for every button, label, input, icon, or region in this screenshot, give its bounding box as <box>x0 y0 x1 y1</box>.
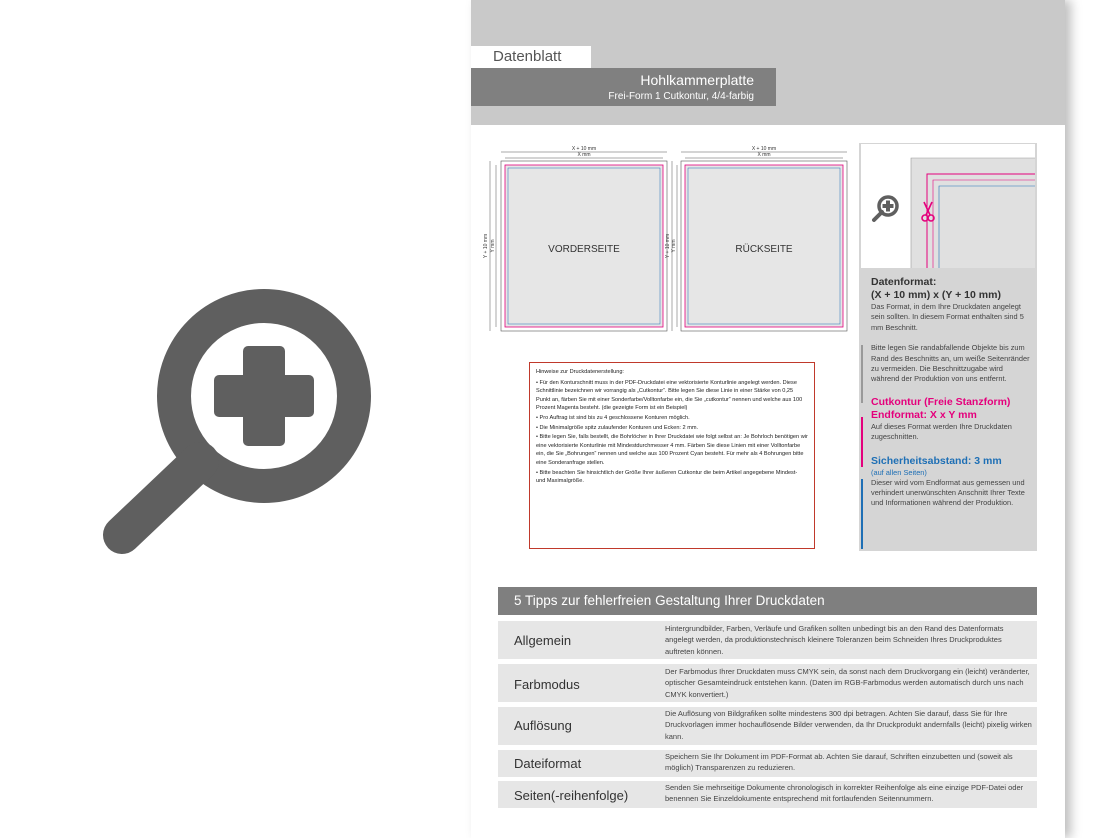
endformat-text: Auf dieses Format werden Ihre Druckdaten zugeschnitten. <box>871 421 1012 442</box>
sicherheit-label: Sicherheitsabstand: 3 mm <box>871 454 1002 467</box>
datasheet-page <box>471 0 1065 838</box>
front-dim-outer-y: Y + 10 mm <box>483 233 489 259</box>
tip-text: Die Auflösung von Bildgrafiken sollte mindestens 300 dpi betragen. Achten Sie darauf, dass Sie für Ihre Druckvorlagen immer hochauflösende Bilder verwenden, da Ihr Druckprodukt andernfalls (leicht) pixelig wirken kann. <box>665 709 1032 741</box>
tip-text: Senden Sie mehrseitige Dokumente chronologisch in korrekter Reihenfolge als eine einzige PDF-Datei oder benennen Sie Einzeldokumente entsprechend mit fortlaufenden Seitennummern. <box>665 783 1024 804</box>
tip-row <box>498 781 1037 808</box>
tip-text: Hintergrundbilder, Farben, Verläufe und Grafiken sollten unbedingt bis an den Rand des Datenformats angelegt werden, da produktionstechnisch kleinere Toleranzen beim Schneiden Ihres Druckproduktes auftreten können. <box>665 624 1004 656</box>
tip-label: Farbmodus <box>514 677 580 692</box>
hint-item: • Bitte beachten Sie hinsichtlich der Größe Ihrer äußeren Cutkontur die beim Artikel angegebene Mindest- und Maximalgröße. <box>536 469 798 485</box>
tip-text: Der Farbmodus Ihrer Druckdaten muss CMYK sein, da sonst nach dem Druckvorgang ein (leicht) veränderter, optischer Gesamteindruck entstehen kann. (Daten im RGB-Farbmodus werden automatisch durch uns nach CMYK konvertiert.) <box>665 667 1030 699</box>
sicherheit-marker <box>861 479 863 549</box>
tip-text: Speichern Sie Ihr Dokument im PDF-Format ab. Achten Sie darauf, Schriften einzubetten und (soweit als möglich) Transparenzen zu reduzieren. <box>665 752 1013 773</box>
back-dim-outer-y: Y + 10 mm <box>665 233 671 259</box>
hint-item: • Pro Auftrag ist sind bis zu 4 geschlossene Konturen möglich. <box>536 414 690 421</box>
datenformat-text: Das Format, in dem Ihre Druckdaten angelegt sein sollten. In diesem Format enthalten sind 5 mm Beschnitt. <box>871 302 1024 332</box>
info-text <box>871 276 1033 509</box>
hint-item: • Für den Konturschnitt muss in der PDF-Druckdatei eine vektorisierte Konturlinie angelegt werden. Diese Schnittlinie bezeichnen wir vorrangig als „Cutkontur“. Bitte legen Sie diese Linie in einer Stärke von 0,25 Punkt an, färben Sie mit einer Sonderfarbe/Volltonfarbe ein, die Sie „cutkontur“ nennen und welche aus 100 Prozent Magenta besteht. (die gezeigte Form ist ein Beispiel) <box>536 379 803 412</box>
hints-box <box>529 362 815 549</box>
tip-row <box>498 664 1037 702</box>
tip-row <box>498 621 1037 659</box>
tip-row <box>498 750 1037 777</box>
product-title-bar <box>471 68 776 106</box>
tips-heading: 5 Tipps zur fehlerfreien Gestaltung Ihrer Druckdaten <box>498 587 1037 615</box>
beschnitt-text: Bitte legen Sie randabfallende Objekte bis zum Rand des Beschnitts an, um weiße Seitenränder zu vermeiden. Die Beschnittzugabe wird während der Produktion von uns entfernt. <box>871 343 1030 384</box>
datenformat-value: (X + 10 mm) x (Y + 10 mm) <box>871 289 1001 301</box>
back-label: RÜCKSEITE <box>735 244 793 255</box>
back-dim-inner-x: X mm <box>757 152 771 158</box>
info-panel <box>859 143 1037 551</box>
front-dim-inner-x: X mm <box>577 152 591 158</box>
page-tab: Datenblatt <box>471 46 591 68</box>
hints-heading: Hinweise zur Druckdatenerstellung: <box>536 369 624 375</box>
tip-label: Seiten(-reihenfolge) <box>514 788 629 803</box>
tip-label: Allgemein <box>514 633 572 648</box>
front-panel <box>483 146 667 331</box>
format-drawing <box>479 140 859 340</box>
product-title: Hohlkammerplatte <box>640 72 754 88</box>
zoom-in-icon[interactable] <box>871 194 901 224</box>
front-label: VORDERSEITE <box>548 244 620 255</box>
back-panel <box>665 146 847 331</box>
back-dim-outer-x: X + 10 mm <box>751 146 777 152</box>
scissors-icon <box>921 200 935 224</box>
corner-preview <box>861 144 1035 268</box>
hint-item: • Die Minimalgröße spitz zulaufender Konturen und Ecken: 2 mm. <box>536 424 699 431</box>
hint-item: • Bitte legen Sie, falls bestellt, die Bohrlöcher in Ihrer Druckdatei wie folgt selbst an: Je Bohrloch benötigen wir eine vektorisierte Konturlinie mit Mindestdurchmesser 4 mm. Färben Sie diese Linien mit einer Volltonfarbe ein, die Sie „Bohrungen“ nennen und welche aus 100 Prozent Cyan besteht. Für mehr als 4 Bohrungen bitte eine Sonderanfrage stellen. <box>536 434 808 466</box>
separator-line <box>861 345 863 403</box>
tip-label: Auflösung <box>514 718 572 733</box>
cutkontur-label: Cutkontur (Freie Stanzform) <box>871 395 1011 408</box>
zoom-in-icon[interactable] <box>90 283 390 558</box>
tip-row <box>498 707 1037 745</box>
front-dim-outer-x: X + 10 mm <box>571 146 597 152</box>
product-subtitle: Frei-Form 1 Cutkontur, 4/4-farbig <box>608 91 754 102</box>
front-dim-inner-y: Y mm <box>490 239 496 253</box>
back-dim-inner-y: Y mm <box>671 239 677 253</box>
endformat-label: Endformat: X x Y mm <box>871 408 977 421</box>
sicherheit-sub: (auf allen Seiten) <box>871 467 927 477</box>
datenformat-label: Datenformat: <box>871 276 937 288</box>
sicherheit-text: Dieser wird vom Endformat aus gemessen und verhindert unerwünschten Anschnitt Ihrer Texte und Informationen während der Produktion. <box>871 477 1025 508</box>
tip-label: Dateiformat <box>514 756 582 771</box>
cutkontur-marker <box>861 417 863 467</box>
